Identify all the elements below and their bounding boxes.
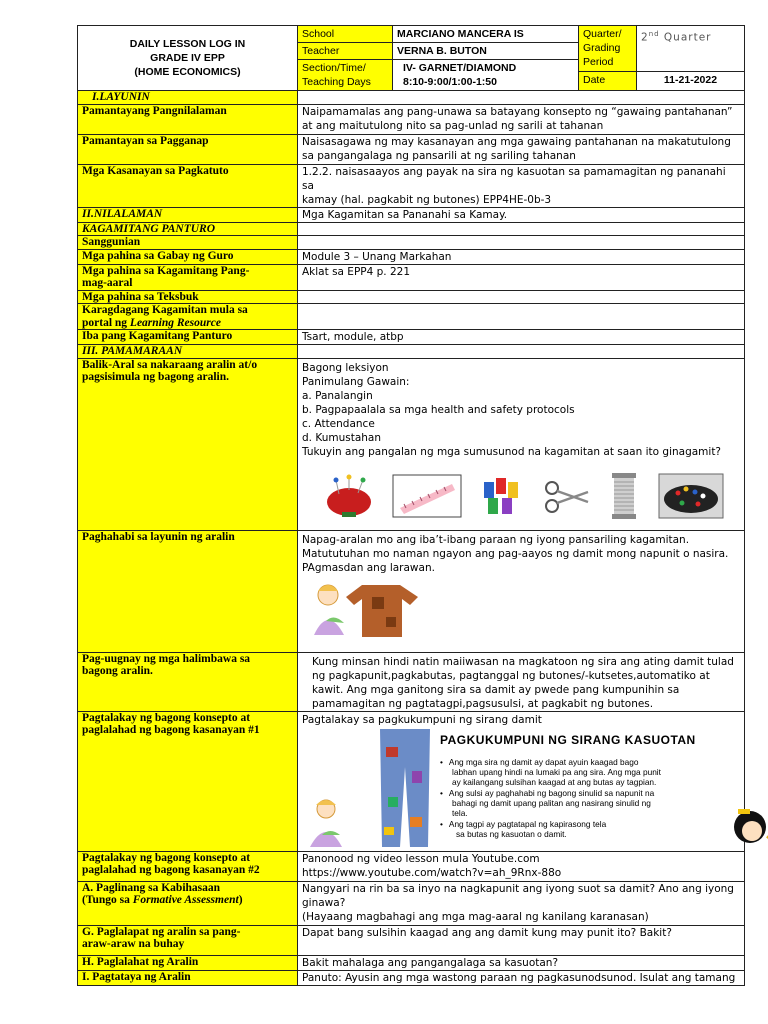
pamantayang-label: Pamantayang Pangnilalaman [78,104,298,134]
date-label: Date [579,72,637,91]
nilalaman-value: Mga Kagamitan sa Pananahi sa Kamay. [298,207,745,222]
thread-spool-icon [608,471,640,521]
pincushion-icon [324,474,374,518]
quarter-label: Quarter/ Grading Period [579,26,637,72]
gabay-label: Mga pahina sa Gabay ng Guro [78,249,298,264]
pagtataya-label: I. Pagtataya ng Aralin [78,970,298,985]
sewing-tools-images [302,459,740,525]
paglalapat-value: Dapat bang sulsihin kaagad ang ang damit kung may punit ito? Bakit? [298,925,745,955]
pagganap-label: Pamantayan sa Pagganap [78,134,298,164]
pagtalakay2-label: Pagtalakay ng bagong konsepto at paglalahad ng bagong kasanayan #2 [78,851,298,881]
school-label: School [298,26,393,43]
pag-uugnay-value: Kung minsan hindi natin maiiwasan na magkatoon ng sira ang ating damit tulad ng pagkapunit,pagkabutas, pagtanggal ng butones/-kutsetes,automatiko at kawit. Ang mga ganitong sira sa damit ay pwede pang kumpunihin sa pamamagitan ng pagtatagpi,pagsusulsi, at pagkabit ng butones. [298,652,745,711]
school-value: MARCIANO MANCERA IS [393,26,579,43]
pin-cushion-box-icon [658,473,724,519]
pamantayang-value: Naipamamalas ang pang-unawa sa batayang konsepto ng “gawaing pantahanan” at ang maitutulong nito sa pag-unlad ng sarili at tahanan [298,104,745,134]
pagkukumpuni-poster [302,727,740,851]
pamamaraan-heading: III. PAMAMARAAN [78,345,298,359]
pagtataya-value: Panuto: Ayusin ang mga wastong paraan ng pagkasunodsunod. Isulat ang tamang [298,970,745,985]
section-value: IV- GARNET/DIAMOND 8:10-9:00/1:00-1:50 [393,60,579,91]
lesson-table [77,25,745,986]
quarter-value: 2nd Quarter [637,26,745,72]
scissors-icon [542,476,590,516]
sewing-girl-illustration [304,577,424,643]
paglinang-value: Nangyari na rin ba sa inyo na nagkapunit ang iyong suot sa damit? Ano ang iyong ginawa? (Hayaang magbahagi ang mga mag-aaral ng kanilang karanasan) [298,881,745,925]
paglalahat-value: Bakit mahalaga ang pangangalaga sa kasuotan? [298,955,745,970]
tape-measure-icon [392,474,462,518]
pagganap-value: Naisasagawa ng may kasanayan ang mga gawaing pantahanan na makatutulong sa pangangalaga ng pansarili at ng sariling tahanan [298,134,745,164]
karagdagan-label: Karagdagang Kagamitan mula sa portal ng Learning Resource [78,304,298,330]
paghahabi-value: Napag-aralan mo ang iba’t-ibang paraan ng iyong pansariling kagamitan. Matututuhan mo naman ngayon ang pag-aayos ng damit mong napunit o nasira. PAgmasdan ang larawan. [298,530,745,652]
balik-label: Balik-Aral sa nakaraang aralin at/o pagsisimula ng bagong aralin. [78,358,298,530]
thread-spools-icon [480,474,524,518]
girl-with-pencil-illustration [730,805,768,845]
pag-uugnay-label: Pag-uugnay ng mga halimbawa sa bagong aralin. [78,652,298,711]
gabay-value: Module 3 – Unang Markahan [298,249,745,264]
doc-title: DAILY LESSON LOG IN GRADE IV EPP (HOME ECONOMICS) [78,26,298,91]
kasanayan-label: Mga Kasanayan sa Pagkatuto [78,164,298,207]
pagtalakay1-value: Pagtalakay sa pagkukumpuni ng sirang damit PAGKUKUMPUNI NG SIRANG KASUOTAN • Ang mga sira ng damit ay dapat ayuin kaagad bago labhan upang hindi na lumaki pa ang sira. Ang mga punit ay kailangang sulsihan kaagad at ang butas ay tagpian. • Ang sulsi ay paghahabi ng bagong sinulid sa napunit na bahagi ng damit upang palitan ang nasirang sinulid ng tela. • Ang tagpi ay pagtatapal ng kapirasong tela sa butas ng kasuotan o damit. [298,711,745,851]
paghahabi-label: Paghahabi sa layunin ng aralin [78,530,298,652]
lesson-log [77,25,744,986]
date-value: 11-21-2022 [637,72,745,91]
youtube-link[interactable]: https://www.youtube.com/watch?v=ah_9Rnx-88o [302,866,562,879]
pagtalakay2-value: Panonood ng video lesson mula Youtube.com https://www.youtube.com/watch?v=ah_9Rnx-88o [298,851,745,881]
balik-value: Bagong leksiyon Panimulang Gawain: a. Panalangin b. Pagpapaalala sa mga health and safety protocols c. Attendance d. Kumustahan Tukuyin ang pangalan ng mga sumusunod na kagamitan at saan ito ginagamit? [298,358,745,530]
iba-label: Iba pang Kagamitang Panturo [78,330,298,345]
teksbuk-label: Mga pahina sa Teksbuk [78,290,298,304]
kagamitang-heading: KAGAMITANG PANTURO [78,222,298,236]
kasanayan-value: 1.2.2. naisasaayos ang payak na sira ng kasuotan sa pamamagitan ng pananahi sa kamay (hal. pagkabit ng butones) EPP4HE-0b-3 [298,164,745,207]
pagtalakay1-label: Pagtalakay ng bagong konsepto at paglalahad ng bagong kasanayan #1 [78,711,298,851]
section-label: Section/Time/ Teaching Days [298,60,393,91]
poster-title: PAGKUKUMPUNI NG SIRANG KASUOTAN [440,732,696,747]
paglinang-label: A. Paglinang sa Kabihasaan (Tungo sa Formative Assessment) [78,881,298,925]
kag-mag-label: Mga pahina sa Kagamitang Pang- mag-aaral [78,264,298,290]
nilalaman-label: II.NILALAMAN [78,207,298,222]
teacher-value: VERNA B. BUTON [393,43,579,60]
kag-mag-value: Aklat sa EPP4 p. 221 [298,264,745,290]
teacher-label: Teacher [298,43,393,60]
jeans-girl-illustration [302,727,432,851]
poster-bullets: • Ang mga sira ng damit ay dapat ayuin kaagad bago labhan upang hindi na lumaki pa ang sira. Ang mga punit ay kailangang sulsihan kaagad at ang butas ay tagpian. • Ang sulsi ay paghahabi ng bagong sinulid sa napunit na bahagi ng damit upang palitan ang nasirang sinulid ng tela. • Ang tagpi ay pagtatapal ng kapirasong tela sa butas ng kasuotan o damit. [440,757,730,840]
paglalahat-label: H. Paglalahat ng Aralin [78,955,298,970]
layunin-heading: I.LAYUNIN [78,91,298,105]
paglalapat-label: G. Paglalapat ng aralin sa pang- araw-araw na buhay [78,925,298,955]
sanggunian-label: Sanggunian [78,236,298,250]
iba-value: Tsart, module, atbp [298,330,745,345]
